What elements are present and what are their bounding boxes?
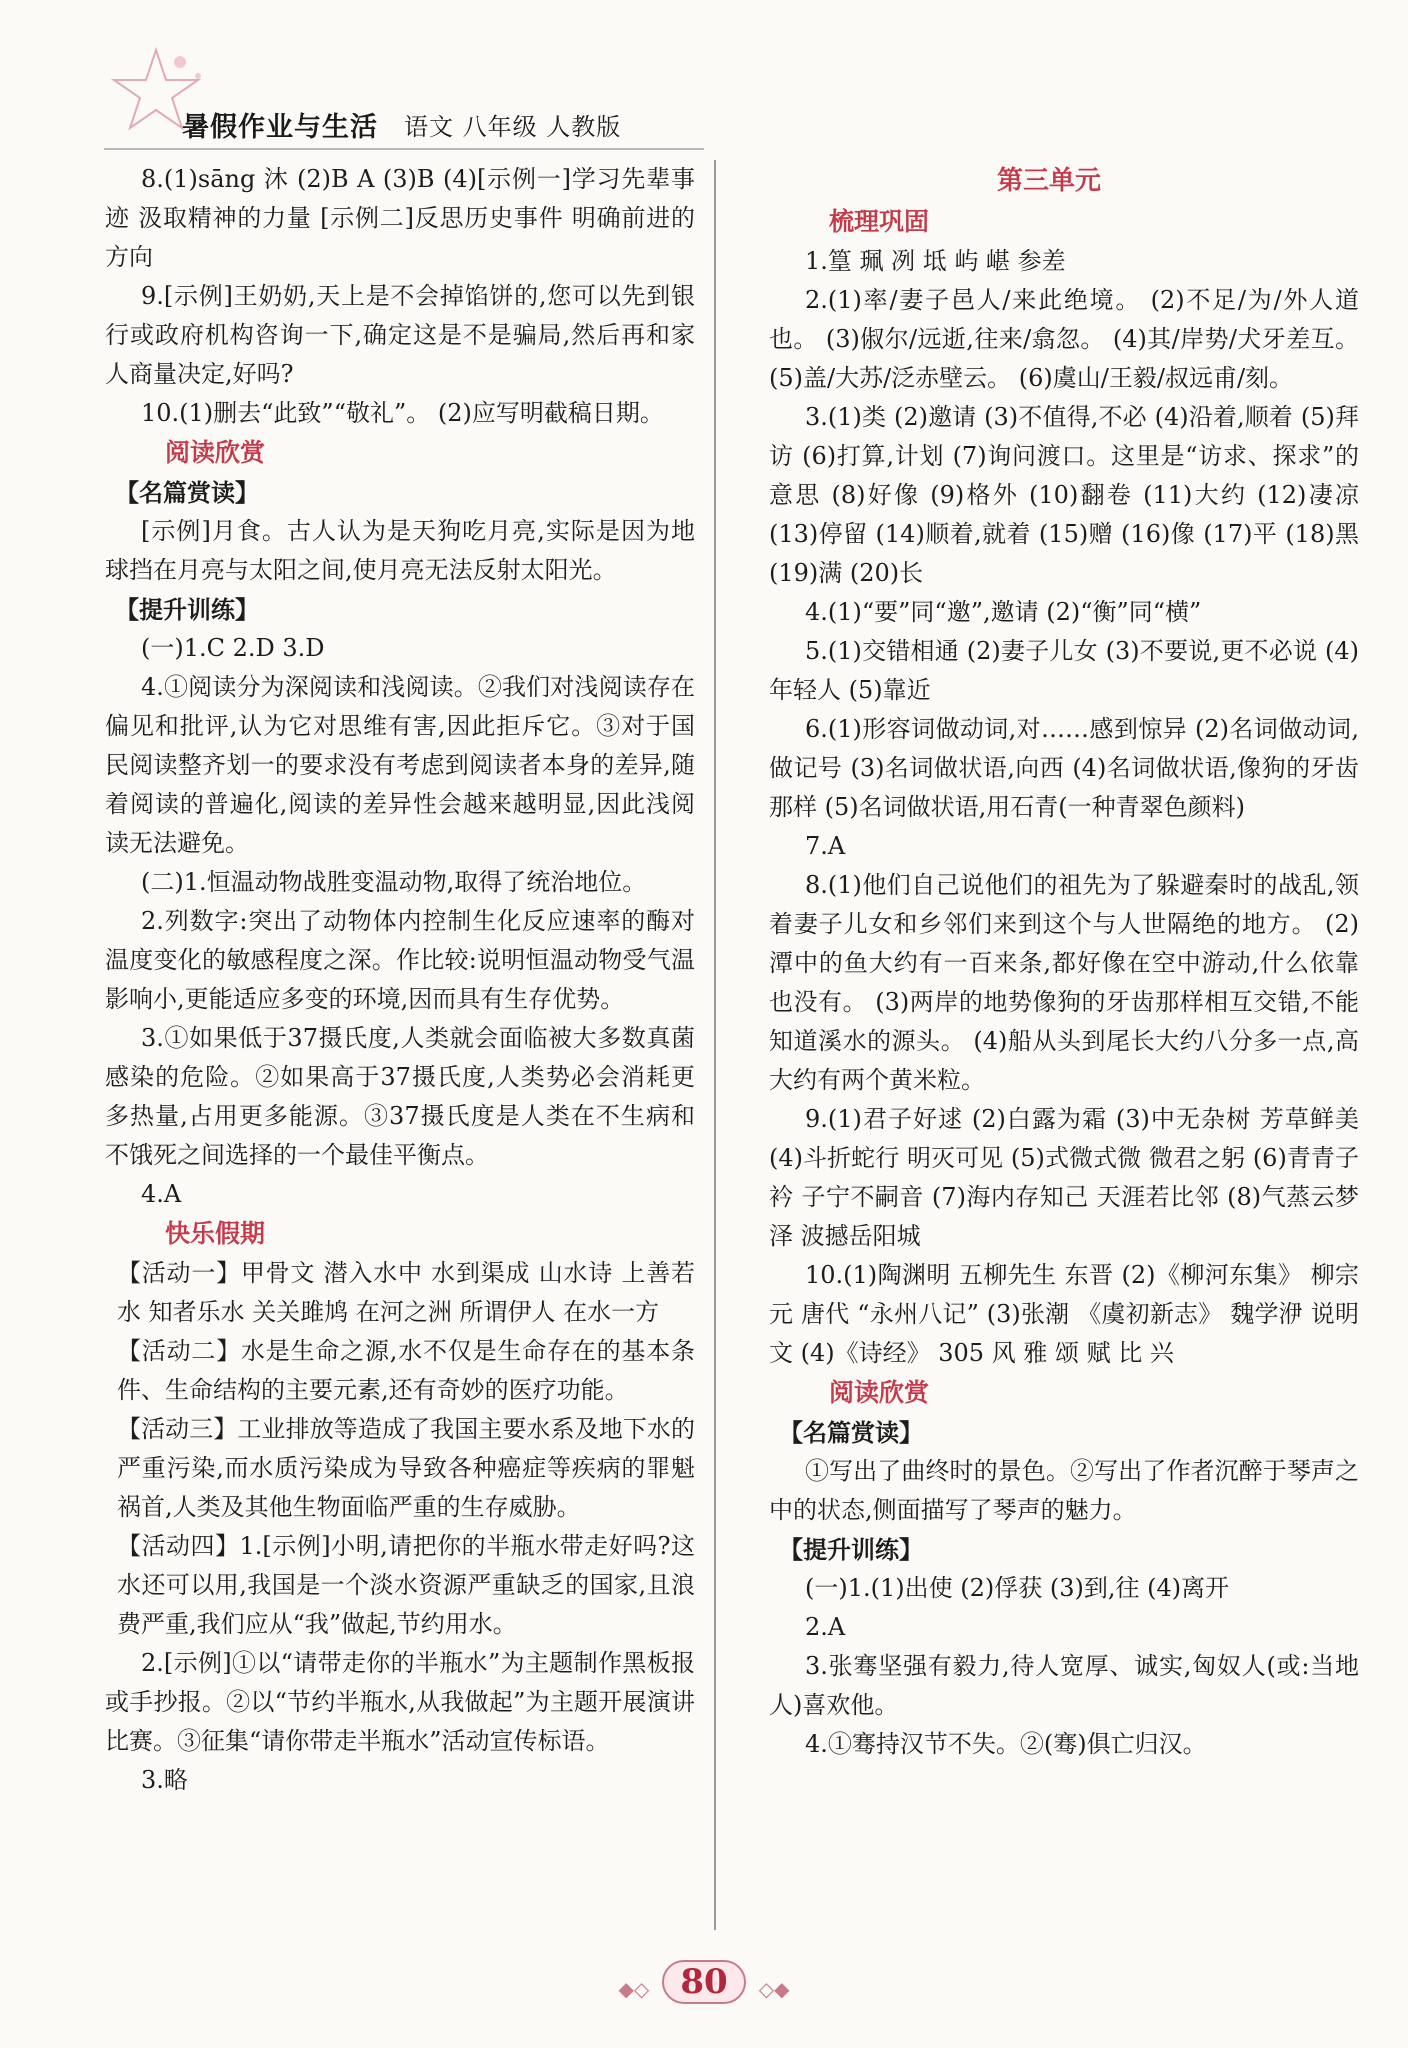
book-subtitle: 语文 八年级 人教版 (404, 112, 622, 141)
right-column (769, 160, 1359, 1764)
answer-paragraph: 10.(1)陶渊明 五柳先生 东晋 (2)《柳河东集》 柳宗元 唐代 “永州八记” (3)张潮 《虞初新志》 魏学洢 说明文 (4)《诗经》 305 风 雅 颂 赋 比 兴 (769, 1261, 1359, 1367)
subsection-label: 【提升训练】 (779, 1535, 923, 1564)
answer-paragraph: 10.(1)删去“此致”“敬礼”。 (2)应写明截稿日期。 (141, 399, 664, 427)
section-heading: 梳理巩固 (829, 207, 930, 236)
answer-paragraph: 【活动一】甲骨文 潜入水中 水到渠成 山水诗 上善若水 知者乐水 关关雎鸠 在河之洲 所谓伊人 在水一方 (117, 1259, 695, 1326)
answer-paragraph: 3.(1)类 (2)邀请 (3)不值得,不必 (4)沿着,顺着 (5)拜访 (6)打算,计划 (7)询问渡口。这里是“访求、探求”的意思 (8)好像 (9)格外 (10)翻卷 (11)大约 (12)凄凉 (13)停留 (14)顺着,就着 (15)赠 (16)像 (17)平 (18)黑 (19)满 (20)长 (769, 403, 1359, 587)
answer-paragraph: 4.A (141, 1180, 182, 1208)
answer-paragraph: (一)1.(1)出使 (2)俘获 (3)到,往 (4)离开 (805, 1574, 1230, 1602)
unit-title: 第三单元 (996, 166, 1101, 196)
subsection-label: 【提升训练】 (115, 595, 259, 624)
page-header (120, 104, 621, 144)
answer-paragraph: 2.A (805, 1613, 846, 1641)
subsection-label: 【名篇赏读】 (115, 478, 259, 507)
section-heading: 阅读欣赏 (829, 1378, 930, 1407)
answer-paragraph: 9.(1)君子好逑 (2)白露为霜 (3)中无杂树 芳草鲜美 (4)斗折蛇行 明灭可见 (5)式微式微 微君之躬 (6)青青子衿 子宁不嗣音 (7)海内存知己 天涯若比邻 (8)气蒸云梦泽 波撼岳阳城 (769, 1105, 1359, 1250)
answer-paragraph: 8.(1)sāng 沐 (2)B A (3)B (4)[示例一]学习先辈事迹 汲取精神的力量 [示例二]反思历史事件 明确前进的方向 (105, 165, 695, 271)
header-rule (104, 148, 704, 150)
answer-paragraph: 2.[示例]①以“请带走你的半瓶水”为主题制作黑板报或手抄报。②以“节约半瓶水,从我做起”为主题开展演讲比赛。③征集“请你带走半瓶水”活动宣传标语。 (105, 1649, 695, 1755)
answer-paragraph: (二)1.恒温动物战胜变温动物,取得了统治地位。 (141, 868, 647, 896)
answer-paragraph: 【活动二】水是生命之源,水不仅是生命存在的基本条件、生命结构的主要元素,还有奇妙的医疗功能。 (117, 1337, 695, 1404)
answer-paragraph: 2.(1)率/妻子邑人/来此绝境。 (2)不足/为/外人道也。 (3)俶尔/远逝,往来/翕忽。 (4)其/岸势/犬牙差互。 (5)盖/大苏/泛赤壁云。 (6)虞山/王毅/叔远甫/刻。 (769, 286, 1359, 392)
answer-paragraph: 7.A (805, 832, 846, 860)
answer-paragraph: 1.篁 珮 冽 坻 屿 嵁 参差 (805, 247, 1066, 275)
answer-paragraph: 【活动三】工业排放等造成了我国主要水系及地下水的严重污染,而水质污染成为导致各种癌症等疾病的罪魁祸首,人类及其他生物面临严重的生存威胁。 (117, 1415, 695, 1521)
answer-paragraph: 4.①骞持汉节不失。②(骞)俱亡归汉。 (805, 1730, 1207, 1758)
answer-paragraph: 3.张骞坚强有毅力,待人宽厚、诚实,匈奴人(或:当地人)喜欢他。 (769, 1652, 1359, 1719)
section-heading: 快乐假期 (165, 1219, 266, 1248)
answer-paragraph: (一)1.C 2.D 3.D (141, 634, 325, 662)
page-footer (0, 1960, 1408, 2004)
answer-paragraph: [示例]月食。古人认为是天狗吃月亮,实际是因为地球挡在月亮与太阳之间,使月亮无法反射太阳光。 (105, 517, 695, 584)
answer-paragraph: 8.(1)他们自己说他们的祖先为了躲避秦时的战乱,领着妻子儿女和乡邻们来到这个与人世隔绝的地方。 (2)潭中的鱼大约有一百来条,都好像在空中游动,什么依靠也没有。 (3)两岸的地势像狗的牙齿那样相互交错,不能知道溪水的源头。 (4)船从头到尾长大约八分多一点,高大约有两个黄米粒。 (769, 871, 1359, 1094)
diamond-right-icon: ◇◆ (758, 1976, 790, 2001)
answer-paragraph: 5.(1)交错相通 (2)妻子儿女 (3)不要说,更不必说 (4)年轻人 (5)靠近 (769, 637, 1359, 704)
answer-paragraph: 【活动四】1.[示例]小明,请把你的半瓶水带走好吗?这水还可以用,我国是一个淡水资源严重缺乏的国家,且浪费严重,我们应从“我”做起,节约用水。 (117, 1532, 695, 1638)
answer-paragraph: 3.①如果低于37摄氏度,人类就会面临被大多数真菌感染的危险。②如果高于37摄氏度,人类势必会消耗更多热量,占用更多能源。③37摄氏度是人类在不生病和不饿死之间选择的一个最佳平衡点。 (105, 1024, 695, 1169)
answer-paragraph: 2.列数字:突出了动物体内控制生化反应速率的酶对温度变化的敏感程度之深。作比较:说明恒温动物受气温影响小,更能适应多变的环境,因而具有生存优势。 (105, 907, 695, 1013)
subsection-label: 【名篇赏读】 (779, 1418, 923, 1447)
column-divider (714, 160, 716, 1930)
left-column (105, 160, 695, 1800)
diamond-left-icon: ◆◇ (618, 1976, 650, 2001)
answer-paragraph: 4.(1)“要”同“邀”,邀请 (2)“衡”同“横” (805, 598, 1202, 626)
answer-paragraph: 6.(1)形容词做动词,对……感到惊异 (2)名词做动词,做记号 (3)名词做状语,向西 (4)名词做状语,像狗的牙齿那样 (5)名词做状语,用石青(一种青翠色颜料) (769, 715, 1359, 821)
answer-paragraph: 9.[示例]王奶奶,天上是不会掉馅饼的,您可以先到银行或政府机构咨询一下,确定这是不是骗局,然后再和家人商量决定,好吗? (105, 282, 695, 388)
answer-paragraph: ①写出了曲终时的景色。②写出了作者沉醉于琴声之中的状态,侧面描写了琴声的魅力。 (769, 1457, 1359, 1524)
page-number: 80 (662, 1960, 745, 2004)
answer-paragraph: 3.略 (141, 1766, 188, 1794)
answer-paragraph: 4.①阅读分为深阅读和浅阅读。②我们对浅阅读存在偏见和批评,认为它对思维有害,因此拒斥它。③对于国民阅读整齐划一的要求没有考虑到阅读者本身的差异,随着阅读的普遍化,阅读的差异性会越来越明显,因此浅阅读无法避免。 (105, 673, 695, 857)
section-heading: 阅读欣赏 (165, 438, 266, 467)
book-title: 暑假作业与生活 (182, 111, 378, 143)
